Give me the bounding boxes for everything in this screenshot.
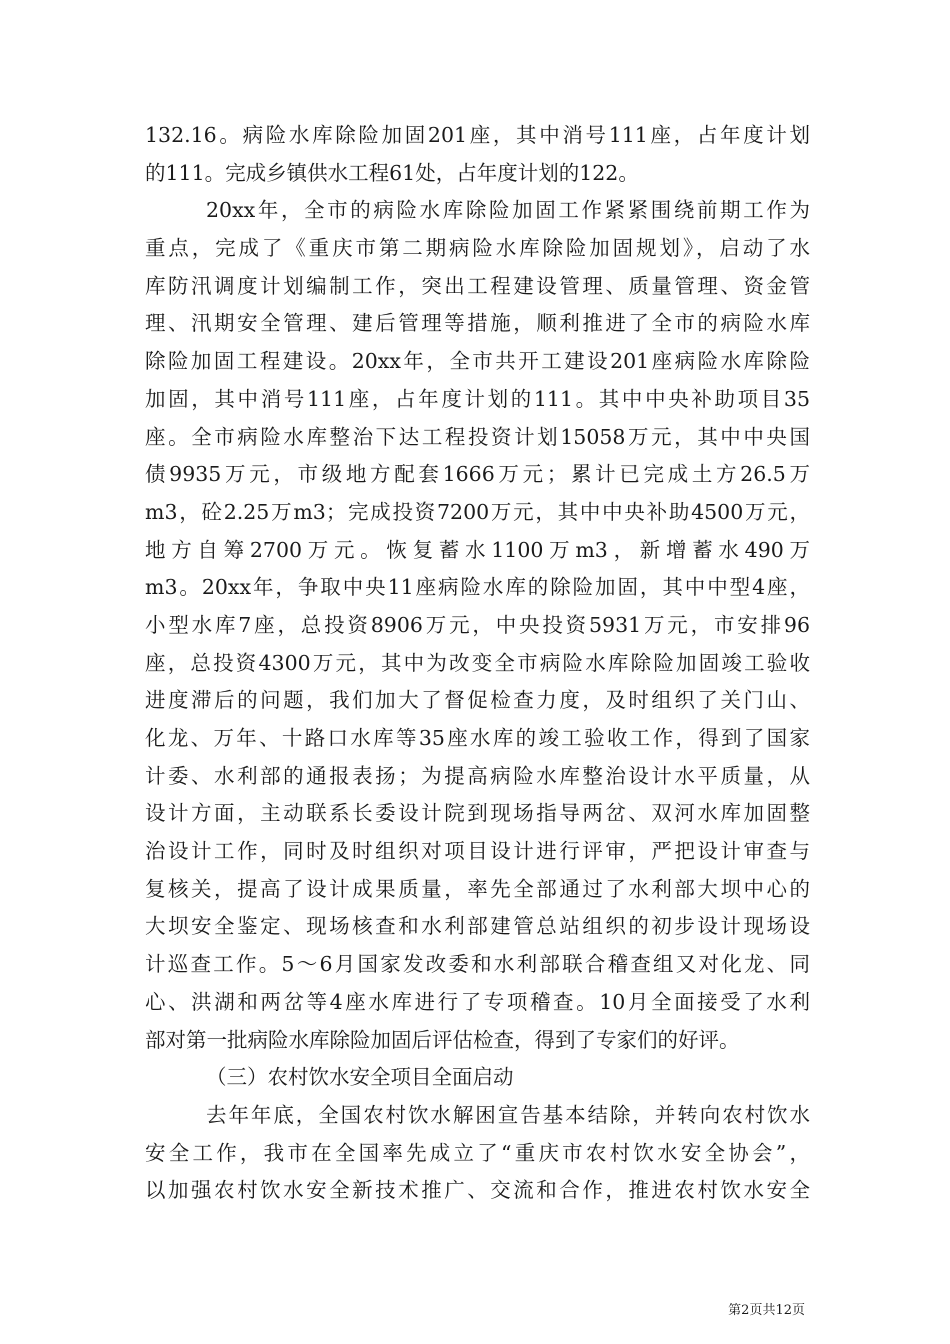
- text-line-7: 除险加固工程建设。20xx年，全市共开工建设201座病险水库除险: [145, 349, 810, 374]
- text-line-20: 治设计工作，同时及时组织对项目设计进行评审，严把设计审查与: [145, 839, 810, 864]
- text-line-2: 的111。完成乡镇供水工程61处，占年度计划的122。: [145, 160, 639, 185]
- text-line-10: 债9935万元，市级地方配套1666万元；累计已完成土方26.5万: [145, 462, 810, 487]
- text-line-1: 132.16。病险水库除险加固201座，其中消号111座，占年度计划: [145, 123, 810, 147]
- text-line-14: 小型水库7座，总投资8906万元，中央投资5931万元，市安排96: [145, 612, 810, 637]
- body-text: [145, 117, 810, 1210]
- text-line-22: 大坝安全鉴定、现场核查和水利部建管总站组织的初步设计现场设: [145, 914, 810, 939]
- text-line-12: 地方自筹2700万元。恢复蓄水1100万m3，新增蓄水490万: [145, 537, 810, 562]
- section-heading: （三）农村饮水安全项目全面启动: [206, 1065, 514, 1090]
- text-line-28: 安全工作，我市在全国率先成立了“重庆市农村饮水安全协会”，: [145, 1140, 810, 1165]
- paragraph-start-line-2: 去年年底，全国农村饮水解困宣告基本结除，并转向农村饮水: [206, 1102, 810, 1127]
- text-line-16: 进度滞后的问题，我们加大了督促检查力度，及时组织了关门山、: [145, 688, 810, 713]
- text-line-4: 重点，完成了《重庆市第二期病险水库除险加固规划》，启动了水: [145, 236, 810, 261]
- text-line-19: 设计方面，主动联系长委设计院到现场指导两岔、双河水库加固整: [145, 801, 810, 826]
- text-line-6: 理、汛期安全管理、建后管理等措施，顺利推进了全市的病险水库: [145, 311, 810, 336]
- text-line-13: m3。20xx年，争取中央11座病险水库的除险加固，其中中型4座，: [145, 575, 810, 600]
- paragraph-start-line: 20xx年，全市的病险水库除险加固工作紧紧围绕前期工作为: [206, 198, 810, 223]
- text-line-15: 座，总投资4300万元，其中为改变全市病险水库除险加固竣工验收: [145, 650, 810, 675]
- text-line-24: 心、洪湖和两岔等4座水库进行了专项稽查。10月全面接受了水利: [145, 989, 810, 1014]
- text-line-25: 部对第一批病险水库除险加固后评估检查，得到了专家们的好评。: [145, 1027, 740, 1052]
- text-line-29: 以加强农村饮水安全新技术推广、交流和合作，推进农村饮水安全: [145, 1178, 810, 1203]
- text-line-17: 化龙、万年、十路口水库等35座水库的竣工验收工作，得到了国家: [145, 726, 810, 750]
- text-line-9: 座。全市病险水库整治下达工程投资计划15058万元，其中中央国: [145, 424, 810, 449]
- text-line-18: 计委、水利部的通报表扬；为提高病险水库整治设计水平质量，从: [145, 763, 810, 788]
- text-line-11: m3，砼2.25万m3；完成投资7200万元，其中中央补助4500万元，: [145, 499, 810, 524]
- page-number-footer: 第2页共12页: [728, 1303, 805, 1318]
- text-line-21: 复核关，提高了设计成果质量，率先全部通过了水利部大坝中心的: [145, 876, 810, 901]
- text-line-8: 加固，其中消号111座，占年度计划的111。其中中央补助项目35: [145, 386, 810, 411]
- text-line-5: 库防汛调度计划编制工作，突出工程建设管理、质量管理、资金管: [145, 273, 810, 298]
- text-line-23: 计巡查工作。5～6月国家发改委和水利部联合稽查组又对化龙、同: [145, 952, 810, 977]
